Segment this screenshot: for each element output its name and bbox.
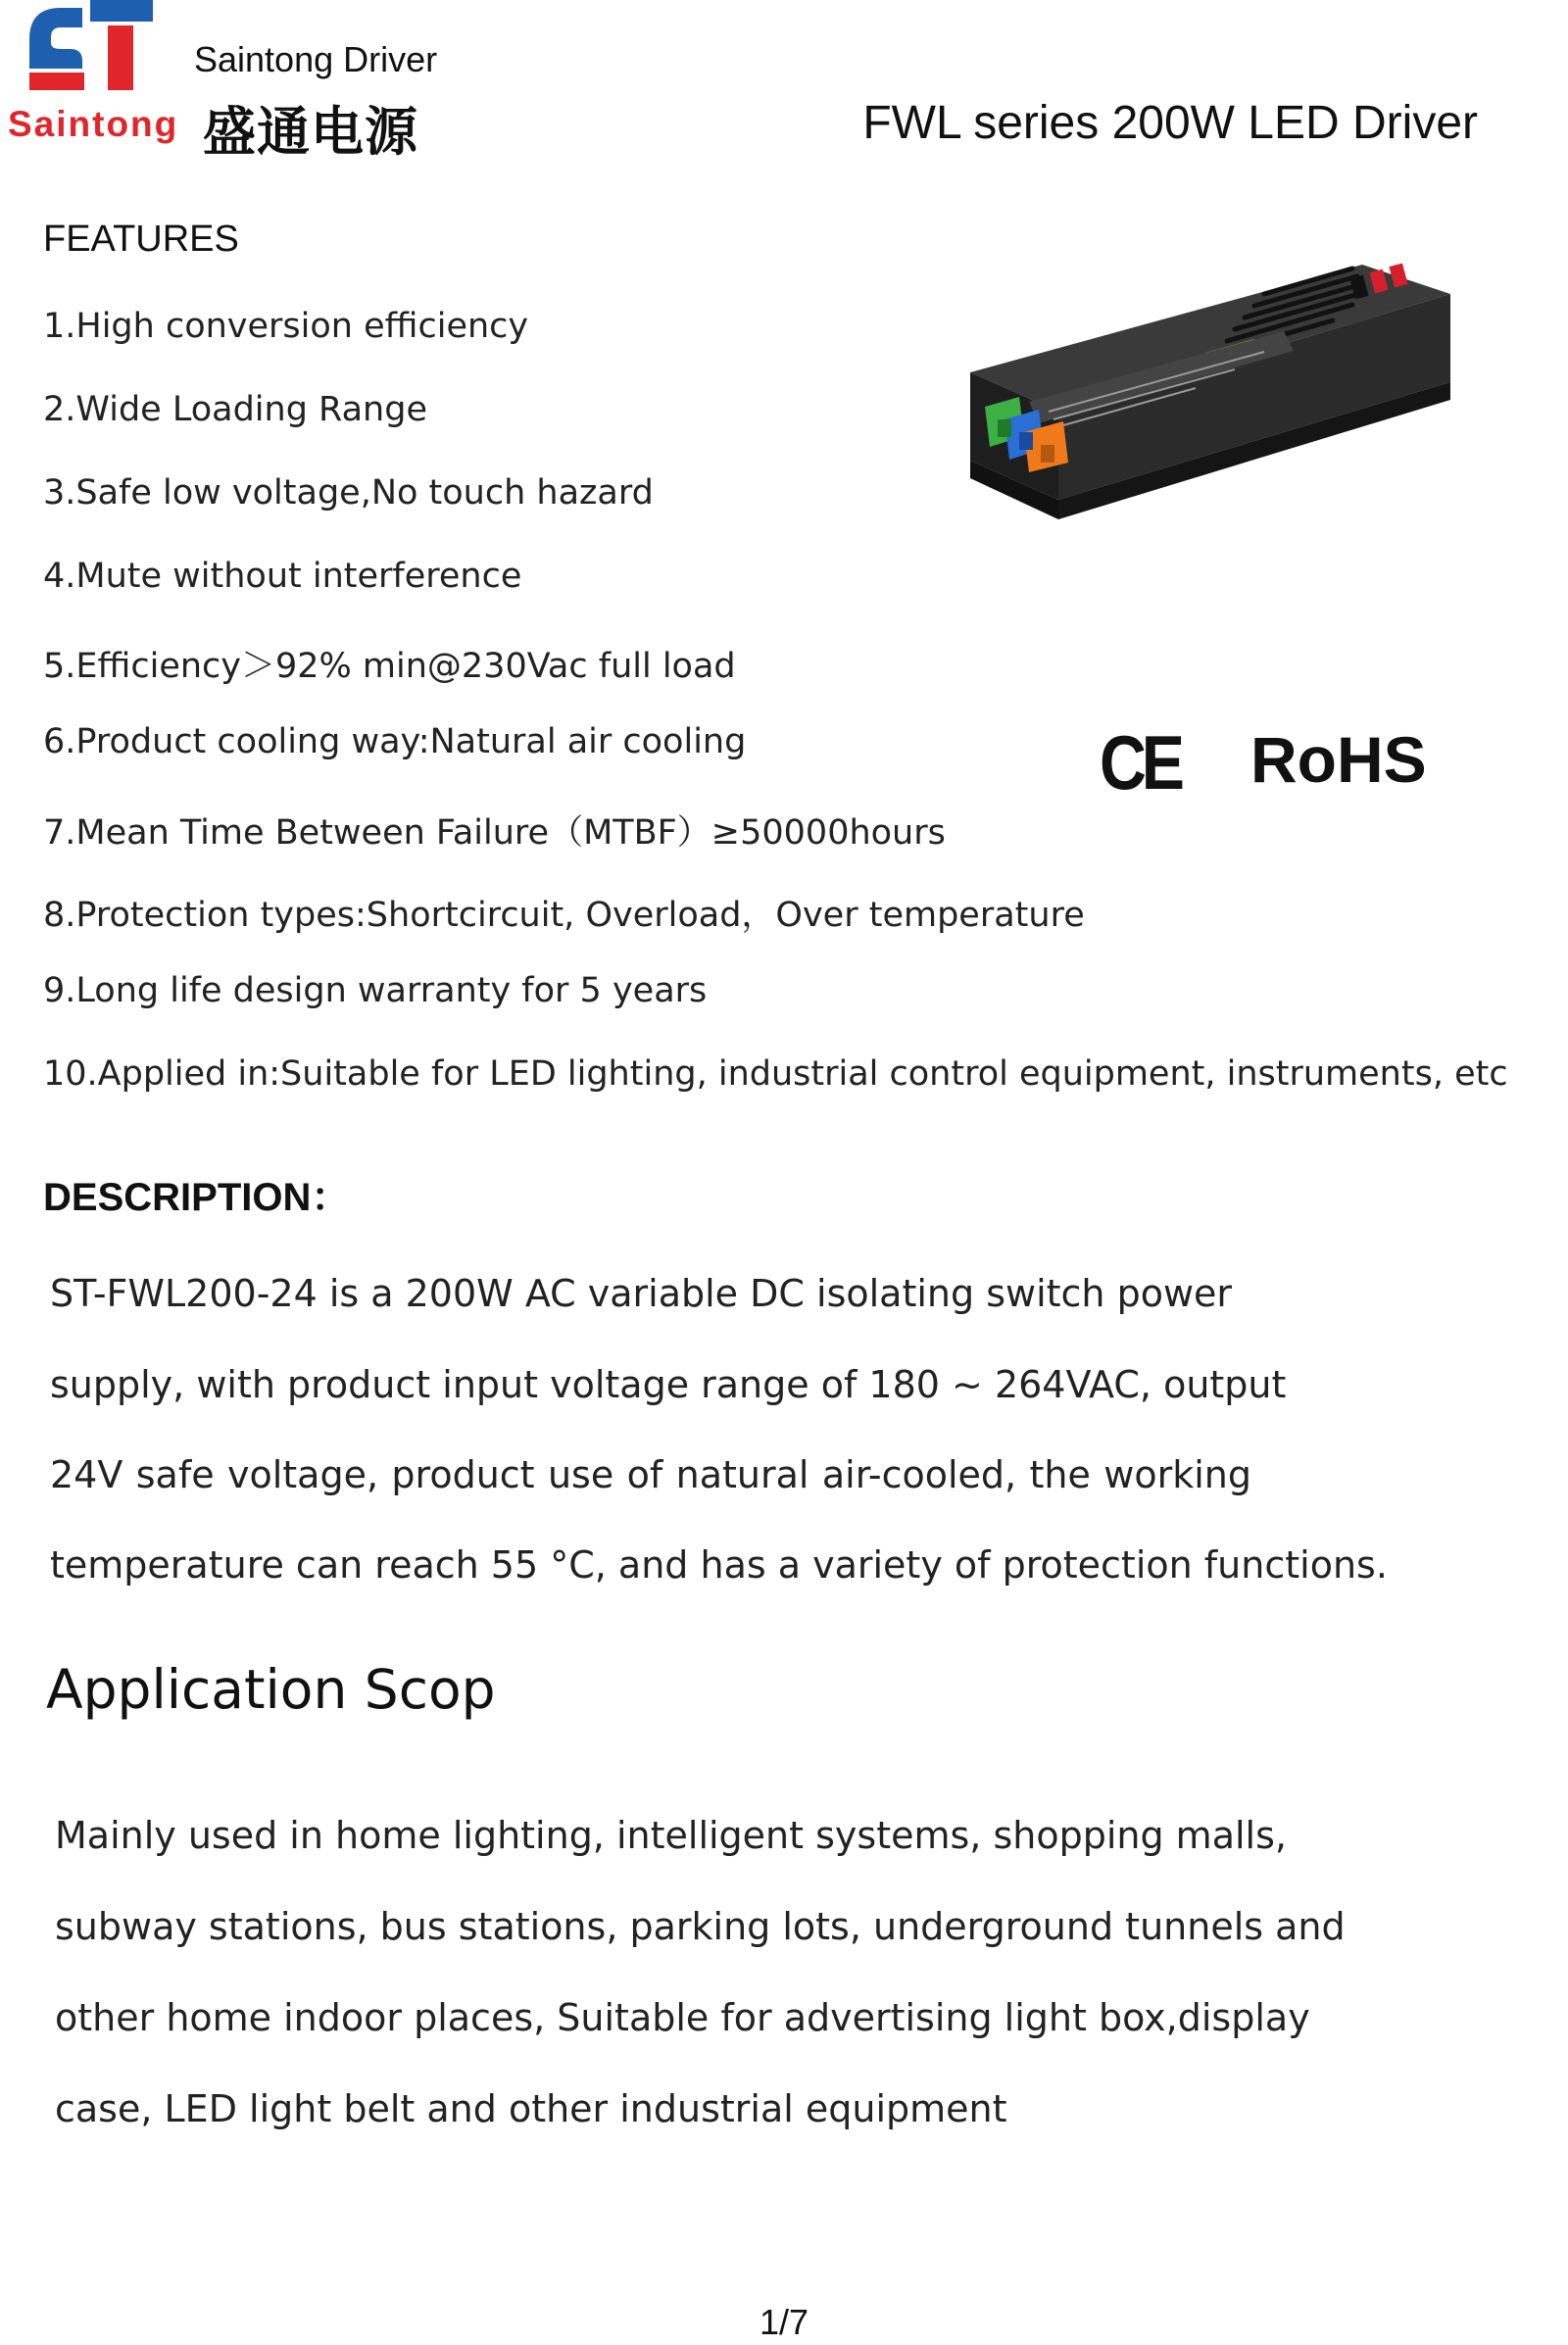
- logo-s-base: [29, 73, 84, 90]
- description-line: 24V safe voltage, product use of natural air-cooled, the working: [50, 1453, 1251, 1496]
- document-title: FWL series 200W LED Driver: [862, 97, 1478, 149]
- logo-t-bar: [90, 0, 153, 22]
- feature-item: 6.Product cooling way:Natural air cooling: [43, 722, 747, 761]
- brand-english-name: Saintong Driver: [194, 39, 438, 79]
- rohs-certification-mark: RoHS: [1250, 723, 1427, 796]
- description-line: ST-FWL200-24 is a 200W AC variable DC isolating switch power: [50, 1272, 1233, 1315]
- feature-item: 4.Mute without interference: [43, 557, 522, 596]
- st-logo-icon: [22, 0, 159, 98]
- feature-item: 5.Efficiency＞92% min@230Vac full load: [43, 647, 736, 686]
- ce-certification-mark: CE: [1100, 719, 1180, 806]
- description-heading: DESCRIPTION：: [43, 1176, 351, 1219]
- description-line: supply, with product input voltage range of 180 ~ 264VAC, output: [50, 1363, 1287, 1406]
- application-line: case, LED light belt and other industrial equipment: [55, 2087, 1007, 2130]
- feature-item: 1.High conversion efficiency: [43, 307, 529, 346]
- logo-s-shape: [29, 8, 82, 69]
- feature-item: 7.Mean Time Between Failure（MTBF）≥50000hours: [43, 813, 946, 853]
- logo-t-stem: [108, 25, 133, 90]
- application-line: other home indoor places, Suitable for advertising light box,display: [55, 1996, 1310, 2039]
- logo-wordmark: Saintong: [8, 104, 179, 144]
- application-line: subway stations, bus stations, parking lots, underground tunnels and: [55, 1905, 1346, 1948]
- description-line: temperature can reach 55 °C, and has a variety of protection functions.: [50, 1543, 1388, 1587]
- feature-item: 2.Wide Loading Range: [43, 390, 427, 429]
- application-heading: Application Scop: [46, 1658, 496, 1721]
- feature-item: 10.Applied in:Suitable for LED lighting, industrial control equipment, instruments, etc: [43, 1054, 1508, 1094]
- feature-item: 9.Long life design warranty for 5 years: [43, 971, 708, 1010]
- brand-chinese-name: 盛通电源: [203, 101, 418, 163]
- features-heading: FEATURES: [43, 219, 239, 260]
- application-line: Mainly used in home lighting, intelligent systems, shopping malls,: [55, 1814, 1287, 1857]
- feature-item: 3.Safe low voltage,No touch hazard: [43, 473, 654, 513]
- led-driver-product-photo: [941, 255, 1470, 666]
- feature-item: 8.Protection types:Shortcircuit, Overload，Over temperature: [43, 896, 1085, 935]
- page-number: 1/7: [759, 2302, 809, 2342]
